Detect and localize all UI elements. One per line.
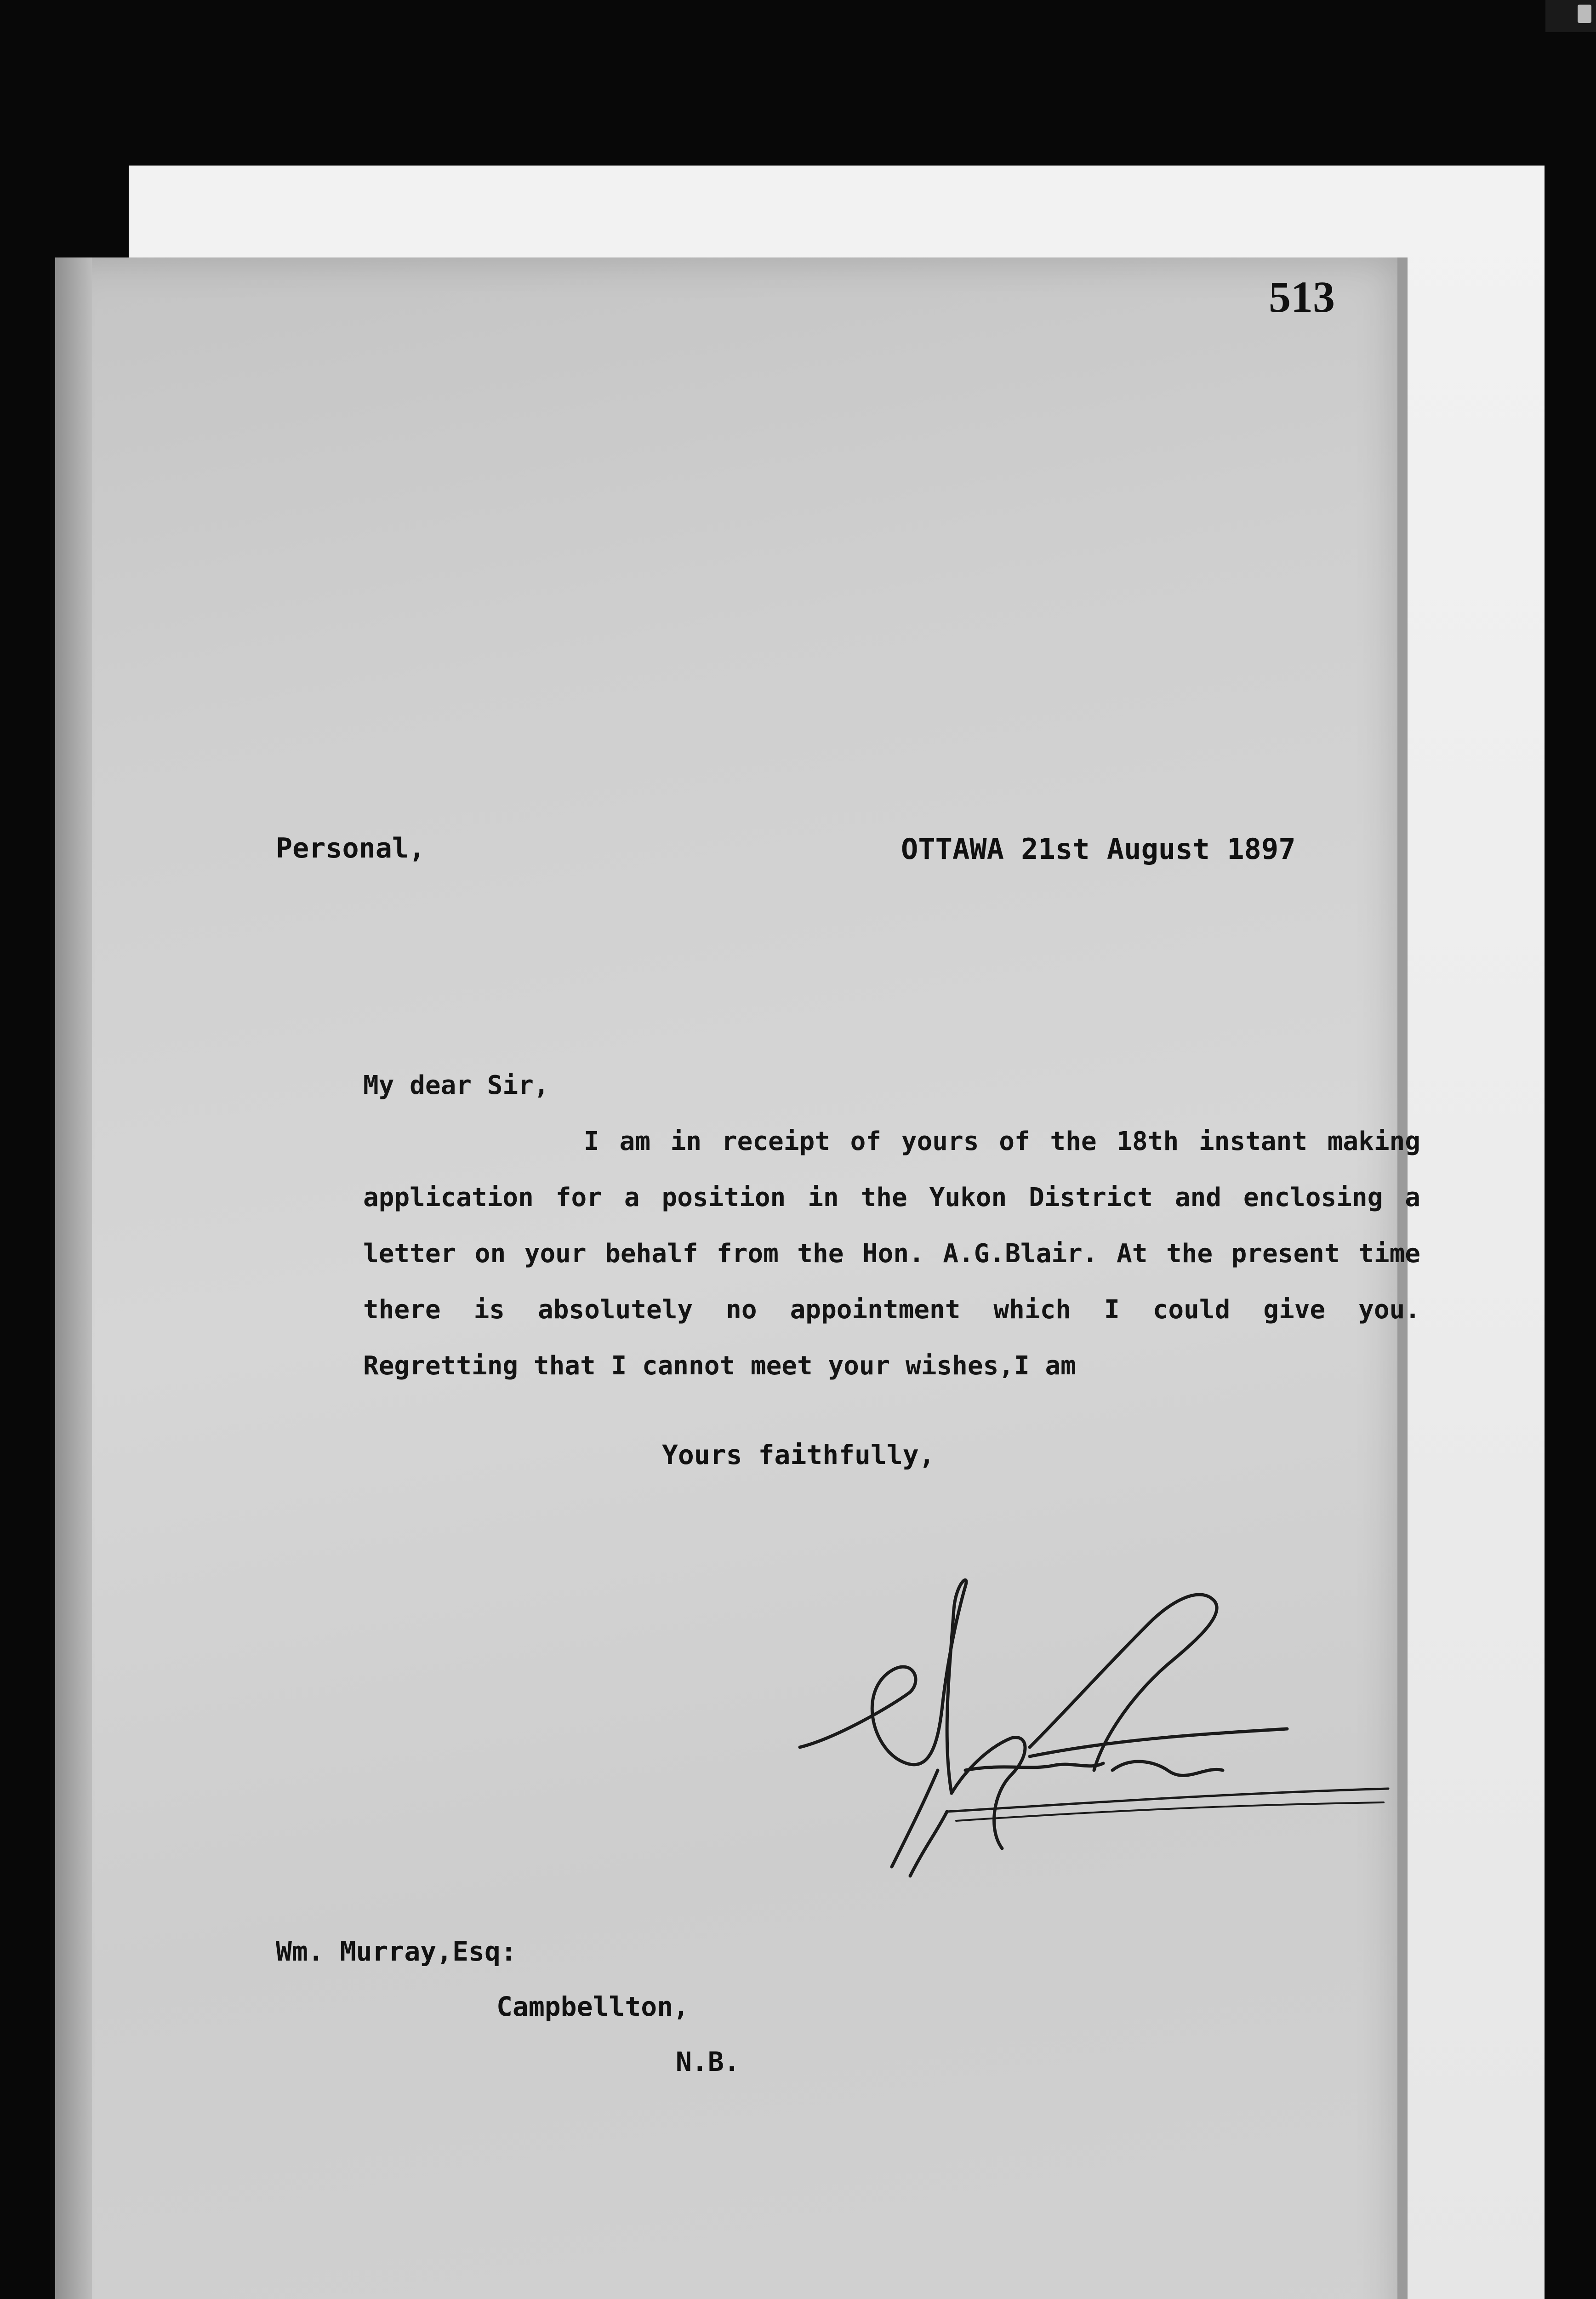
folio-number: 513 <box>1269 272 1335 321</box>
letter-salutation: My dear Sir, <box>363 1070 549 1100</box>
letter-closing: Yours faithfully, <box>662 1439 935 1470</box>
letter-paragraph: I am in receipt of yours of the 18th instant making application for a position in the Yukon District and enclosing a letter on your behalf from the Hon. A.G.Blair. At the present time there is absolutely no appointment which I could give you. Regretting that I cannot meet your wishes,I am <box>363 1127 1420 1381</box>
recipient-province: N.B. <box>676 2046 740 2077</box>
letter-heading-personal: Personal, <box>276 832 426 864</box>
letter-dateline: OTTAWA 21st August 1897 <box>901 832 1296 866</box>
film-corner-mark <box>1545 0 1596 32</box>
sheet-left-edge <box>55 257 92 2299</box>
handwritten-signature <box>772 1554 1407 1922</box>
film-mark-blip <box>1578 5 1591 23</box>
recipient-name: Wm. Murray,Esq: <box>276 1936 517 1967</box>
letter-body <box>363 1058 1420 1394</box>
recipient-town: Campbellton, <box>496 1991 690 2022</box>
